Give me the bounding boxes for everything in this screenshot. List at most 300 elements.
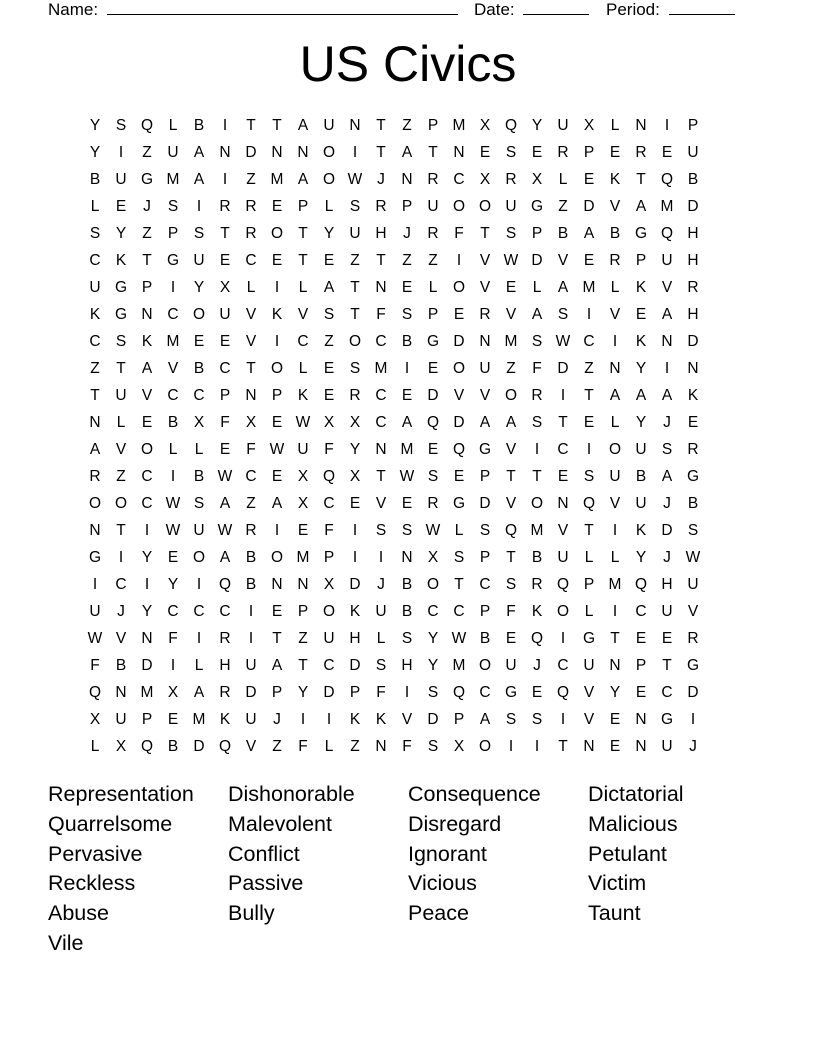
grid-letter[interactable]: B (609, 225, 621, 242)
grid-letter[interactable]: R (635, 144, 647, 161)
grid-letter[interactable]: E (219, 333, 231, 350)
grid-letter[interactable]: E (583, 414, 595, 431)
grid-letter[interactable]: V (687, 603, 699, 620)
grid-letter[interactable]: Q (530, 630, 544, 647)
grid-letter[interactable]: C (479, 576, 491, 593)
grid-letter[interactable]: U (661, 738, 673, 755)
grid-letter[interactable]: U (583, 657, 595, 674)
grid-letter[interactable]: S (453, 549, 465, 566)
grid-letter[interactable]: M (374, 360, 388, 377)
grid-letter[interactable]: F (298, 738, 308, 755)
grid-letter[interactable]: E (219, 441, 231, 458)
grid-letter[interactable]: A (583, 225, 595, 242)
grid-letter[interactable]: W (269, 441, 285, 458)
grid-letter[interactable]: S (505, 576, 517, 593)
grid-letter[interactable]: V (609, 198, 621, 215)
grid-letter[interactable]: L (194, 441, 204, 458)
grid-letter[interactable]: G (660, 711, 674, 728)
grid-letter[interactable]: U (297, 441, 309, 458)
grid-letter[interactable]: N (453, 144, 465, 161)
grid-letter[interactable]: D (349, 576, 361, 593)
grid-letter[interactable]: E (193, 333, 205, 350)
grid-letter[interactable]: N (635, 711, 647, 728)
grid-letter[interactable]: M (166, 333, 180, 350)
grid-letter[interactable]: B (635, 468, 647, 485)
grid-letter[interactable]: Y (427, 630, 439, 647)
grid-letter[interactable]: B (193, 360, 205, 377)
grid-letter[interactable]: B (687, 495, 699, 512)
grid-letter[interactable]: S (193, 495, 205, 512)
grid-letter[interactable]: I (560, 630, 566, 647)
grid-letter[interactable]: B (401, 603, 413, 620)
grid-letter[interactable]: D (245, 144, 257, 161)
grid-letter[interactable]: K (141, 333, 153, 350)
grid-letter[interactable]: O (140, 441, 154, 458)
grid-letter[interactable]: P (479, 549, 491, 566)
grid-letter[interactable]: N (297, 576, 309, 593)
grid-letter[interactable]: W (555, 333, 571, 350)
grid-letter[interactable]: G (452, 495, 466, 512)
grid-letter[interactable]: T (298, 252, 308, 269)
grid-letter[interactable]: X (167, 684, 179, 701)
grid-letter[interactable]: Y (635, 414, 647, 431)
grid-letter[interactable]: E (505, 630, 517, 647)
grid-letter[interactable]: U (375, 603, 387, 620)
grid-letter[interactable]: L (194, 657, 204, 674)
grid-letter[interactable]: V (557, 522, 569, 539)
grid-letter[interactable]: N (557, 495, 569, 512)
grid-letter[interactable]: M (270, 171, 284, 188)
grid-letter[interactable]: L (428, 279, 438, 296)
grid-letter[interactable]: I (170, 468, 176, 485)
grid-letter[interactable]: T (350, 279, 360, 296)
grid-letter[interactable]: Z (246, 495, 256, 512)
grid-letter[interactable]: T (532, 468, 542, 485)
grid-letter[interactable]: B (167, 414, 179, 431)
grid-letter[interactable]: I (664, 360, 670, 377)
grid-letter[interactable]: U (505, 198, 517, 215)
grid-letter[interactable]: U (323, 117, 335, 134)
grid-letter[interactable]: E (219, 252, 231, 269)
grid-letter[interactable]: K (349, 603, 361, 620)
grid-letter[interactable]: G (88, 549, 102, 566)
grid-letter[interactable]: C (453, 171, 465, 188)
grid-letter[interactable]: O (504, 387, 518, 404)
grid-letter[interactable]: R (427, 225, 439, 242)
grid-letter[interactable]: A (219, 549, 231, 566)
grid-letter[interactable]: I (170, 279, 176, 296)
grid-letter[interactable]: U (193, 522, 205, 539)
grid-letter[interactable]: N (89, 414, 101, 431)
grid-letter[interactable]: R (687, 279, 699, 296)
grid-letter[interactable]: I (274, 279, 280, 296)
grid-letter[interactable]: H (687, 306, 699, 323)
grid-letter[interactable]: R (245, 198, 257, 215)
grid-letter[interactable]: C (193, 603, 205, 620)
grid-letter[interactable]: D (193, 738, 205, 755)
grid-letter[interactable]: I (326, 711, 332, 728)
grid-letter[interactable]: X (479, 117, 491, 134)
grid-letter[interactable]: S (661, 441, 673, 458)
grid-letter[interactable]: X (349, 414, 361, 431)
grid-letter[interactable]: S (479, 522, 491, 539)
grid-letter[interactable]: C (557, 441, 569, 458)
grid-letter[interactable]: M (296, 549, 310, 566)
grid-letter[interactable]: I (404, 360, 410, 377)
grid-letter[interactable]: U (661, 603, 673, 620)
grid-letter[interactable]: T (376, 468, 386, 485)
grid-letter[interactable]: G (140, 171, 154, 188)
grid-letter[interactable]: N (661, 333, 673, 350)
grid-letter[interactable]: K (219, 711, 231, 728)
grid-letter[interactable]: I (352, 144, 358, 161)
date-blank[interactable] (523, 0, 589, 15)
grid-letter[interactable]: O (478, 198, 492, 215)
grid-letter[interactable]: T (584, 522, 594, 539)
grid-letter[interactable]: P (687, 117, 699, 134)
grid-letter[interactable]: J (663, 495, 671, 512)
grid-letter[interactable]: S (427, 684, 439, 701)
grid-letter[interactable]: L (324, 198, 334, 215)
grid-letter[interactable]: A (297, 117, 309, 134)
grid-letter[interactable]: A (635, 387, 647, 404)
grid-letter[interactable]: R (531, 387, 543, 404)
grid-letter[interactable]: Q (660, 171, 674, 188)
grid-letter[interactable]: E (479, 144, 491, 161)
grid-letter[interactable]: K (349, 711, 361, 728)
grid-letter[interactable]: I (352, 549, 358, 566)
grid-letter[interactable]: T (480, 225, 490, 242)
grid-letter[interactable]: E (453, 306, 465, 323)
grid-letter[interactable]: T (350, 306, 360, 323)
grid-letter[interactable]: N (297, 144, 309, 161)
grid-letter[interactable]: M (192, 711, 206, 728)
grid-letter[interactable]: Z (350, 252, 360, 269)
grid-letter[interactable]: O (530, 495, 544, 512)
grid-letter[interactable]: Y (323, 225, 335, 242)
grid-letter[interactable]: P (401, 198, 413, 215)
grid-letter[interactable]: B (401, 576, 413, 593)
grid-letter[interactable]: I (352, 522, 358, 539)
grid-letter[interactable]: E (401, 279, 413, 296)
grid-letter[interactable]: X (323, 414, 335, 431)
grid-letter[interactable]: D (453, 414, 465, 431)
grid-letter[interactable]: N (609, 657, 621, 674)
grid-letter[interactable]: Y (635, 549, 647, 566)
grid-letter[interactable]: H (687, 225, 699, 242)
grid-letter[interactable]: H (219, 657, 231, 674)
grid-letter[interactable]: V (609, 306, 621, 323)
grid-letter[interactable]: T (636, 171, 646, 188)
grid-letter[interactable]: A (479, 414, 491, 431)
grid-letter[interactable]: A (401, 414, 413, 431)
grid-letter[interactable]: W (451, 630, 467, 647)
grid-letter[interactable]: Z (272, 738, 282, 755)
grid-letter[interactable]: I (404, 684, 410, 701)
grid-letter[interactable]: S (401, 630, 413, 647)
grid-letter[interactable]: R (89, 468, 101, 485)
grid-letter[interactable]: G (634, 225, 648, 242)
grid-letter[interactable]: K (375, 711, 387, 728)
grid-letter[interactable]: I (144, 576, 150, 593)
grid-letter[interactable]: I (456, 252, 462, 269)
grid-letter[interactable]: O (556, 603, 570, 620)
grid-letter[interactable]: E (401, 495, 413, 512)
grid-letter[interactable]: Z (402, 117, 412, 134)
grid-letter[interactable]: Q (426, 414, 440, 431)
grid-letter[interactable]: C (141, 495, 153, 512)
grid-letter[interactable]: O (322, 603, 336, 620)
grid-letter[interactable]: O (270, 225, 284, 242)
grid-letter[interactable]: X (531, 171, 543, 188)
grid-letter[interactable]: V (245, 333, 257, 350)
grid-letter[interactable]: X (583, 117, 595, 134)
grid-letter[interactable]: A (609, 387, 621, 404)
grid-letter[interactable]: A (193, 171, 205, 188)
grid-letter[interactable]: F (506, 603, 516, 620)
grid-letter[interactable]: W (165, 522, 181, 539)
grid-letter[interactable]: L (610, 117, 620, 134)
grid-letter[interactable]: M (504, 333, 518, 350)
grid-letter[interactable]: U (349, 225, 361, 242)
grid-letter[interactable]: S (505, 144, 517, 161)
grid-letter[interactable]: P (531, 225, 543, 242)
grid-letter[interactable]: F (90, 657, 100, 674)
grid-letter[interactable]: C (297, 333, 309, 350)
grid-letter[interactable]: X (297, 468, 309, 485)
grid-letter[interactable]: I (118, 144, 124, 161)
grid-letter[interactable]: B (245, 549, 257, 566)
grid-letter[interactable]: C (115, 576, 127, 593)
grid-letter[interactable]: D (141, 657, 153, 674)
grid-letter[interactable]: I (274, 333, 280, 350)
grid-letter[interactable]: U (427, 198, 439, 215)
grid-letter[interactable]: T (558, 738, 568, 755)
grid-letter[interactable]: M (608, 576, 622, 593)
grid-letter[interactable]: U (245, 657, 257, 674)
grid-letter[interactable]: L (610, 414, 620, 431)
grid-letter[interactable]: A (297, 171, 309, 188)
grid-letter[interactable]: P (141, 279, 153, 296)
grid-letter[interactable]: D (349, 657, 361, 674)
grid-letter[interactable]: S (349, 360, 361, 377)
grid-letter[interactable]: Q (660, 225, 674, 242)
grid-letter[interactable]: C (375, 387, 387, 404)
grid-letter[interactable]: Z (324, 333, 334, 350)
grid-letter[interactable]: N (89, 522, 101, 539)
grid-letter[interactable]: K (635, 333, 647, 350)
grid-letter[interactable]: T (142, 252, 152, 269)
grid-letter[interactable]: A (271, 657, 283, 674)
grid-letter[interactable]: C (245, 252, 257, 269)
grid-letter[interactable]: R (531, 576, 543, 593)
grid-letter[interactable]: E (531, 144, 543, 161)
grid-letter[interactable]: N (375, 279, 387, 296)
grid-letter[interactable]: G (114, 279, 128, 296)
grid-letter[interactable]: Y (167, 576, 179, 593)
grid-letter[interactable]: I (300, 711, 306, 728)
grid-letter[interactable]: S (427, 468, 439, 485)
grid-letter[interactable]: C (245, 468, 257, 485)
grid-letter[interactable]: M (530, 522, 544, 539)
grid-letter[interactable]: V (505, 306, 517, 323)
grid-letter[interactable]: X (297, 495, 309, 512)
grid-letter[interactable]: F (454, 225, 464, 242)
grid-letter[interactable]: C (453, 603, 465, 620)
grid-letter[interactable]: Q (504, 117, 518, 134)
grid-letter[interactable]: P (427, 117, 439, 134)
grid-letter[interactable]: E (661, 630, 673, 647)
grid-letter[interactable]: B (479, 630, 491, 647)
grid-letter[interactable]: U (687, 576, 699, 593)
grid-letter[interactable]: G (166, 252, 180, 269)
grid-letter[interactable]: M (452, 117, 466, 134)
grid-letter[interactable]: A (661, 387, 673, 404)
grid-letter[interactable]: Y (635, 360, 647, 377)
grid-letter[interactable]: C (167, 306, 179, 323)
grid-letter[interactable]: F (246, 441, 256, 458)
grid-letter[interactable]: D (427, 711, 439, 728)
grid-letter[interactable]: D (323, 684, 335, 701)
grid-letter[interactable]: X (453, 738, 465, 755)
grid-letter[interactable]: T (506, 468, 516, 485)
grid-letter[interactable]: P (167, 225, 179, 242)
grid-letter[interactable]: I (612, 603, 618, 620)
grid-letter[interactable]: T (428, 144, 438, 161)
grid-letter[interactable]: Z (350, 738, 360, 755)
grid-letter[interactable]: V (505, 441, 517, 458)
grid-letter[interactable]: X (115, 738, 127, 755)
grid-letter[interactable]: O (452, 279, 466, 296)
period-field[interactable] (606, 0, 735, 19)
grid-letter[interactable]: S (115, 117, 127, 134)
grid-letter[interactable]: Z (142, 144, 152, 161)
grid-letter[interactable]: Y (115, 225, 127, 242)
grid-letter[interactable]: N (245, 387, 257, 404)
grid-letter[interactable]: R (375, 198, 387, 215)
grid-letter[interactable]: T (298, 657, 308, 674)
grid-letter[interactable]: I (144, 522, 150, 539)
grid-letter[interactable]: L (168, 441, 178, 458)
grid-letter[interactable]: E (323, 252, 335, 269)
grid-letter[interactable]: U (89, 279, 101, 296)
grid-letter[interactable]: S (505, 711, 517, 728)
grid-letter[interactable]: I (248, 603, 254, 620)
grid-letter[interactable]: O (322, 144, 336, 161)
grid-letter[interactable]: I (690, 711, 696, 728)
grid-letter[interactable]: R (609, 252, 621, 269)
grid-letter[interactable]: J (663, 414, 671, 431)
grid-letter[interactable]: D (687, 198, 699, 215)
grid-letter[interactable]: A (401, 144, 413, 161)
grid-letter[interactable]: Q (556, 576, 570, 593)
grid-letter[interactable]: Q (322, 468, 336, 485)
grid-letter[interactable]: S (583, 468, 595, 485)
grid-letter[interactable]: W (399, 468, 415, 485)
grid-letter[interactable]: I (196, 198, 202, 215)
grid-letter[interactable]: L (90, 738, 100, 755)
grid-letter[interactable]: Q (582, 495, 596, 512)
grid-letter[interactable]: E (609, 711, 621, 728)
grid-letter[interactable]: V (479, 279, 491, 296)
grid-letter[interactable]: O (452, 198, 466, 215)
grid-letter[interactable]: Z (584, 360, 594, 377)
grid-letter[interactable]: E (635, 684, 647, 701)
name-blank[interactable] (107, 0, 458, 15)
grid-letter[interactable]: E (453, 468, 465, 485)
grid-letter[interactable]: U (323, 630, 335, 647)
grid-letter[interactable]: A (219, 495, 231, 512)
grid-letter[interactable]: B (193, 468, 205, 485)
grid-letter[interactable]: J (663, 549, 671, 566)
grid-letter[interactable]: E (271, 603, 283, 620)
grid-letter[interactable]: R (479, 306, 491, 323)
grid-letter[interactable]: C (583, 333, 595, 350)
grid-letter[interactable]: E (115, 198, 127, 215)
grid-letter[interactable]: X (89, 711, 101, 728)
grid-letter[interactable]: D (427, 387, 439, 404)
grid-letter[interactable]: I (586, 441, 592, 458)
grid-letter[interactable]: P (297, 603, 309, 620)
grid-letter[interactable]: E (687, 414, 699, 431)
grid-letter[interactable]: V (479, 387, 491, 404)
grid-letter[interactable]: I (274, 522, 280, 539)
grid-letter[interactable]: P (453, 711, 465, 728)
grid-letter[interactable]: D (687, 684, 699, 701)
grid-letter[interactable]: R (557, 144, 569, 161)
grid-letter[interactable]: X (193, 414, 205, 431)
grid-letter[interactable]: S (401, 306, 413, 323)
grid-letter[interactable]: N (141, 630, 153, 647)
grid-letter[interactable]: P (635, 657, 647, 674)
grid-letter[interactable]: O (114, 495, 128, 512)
grid-letter[interactable]: I (222, 171, 228, 188)
grid-letter[interactable]: E (557, 468, 569, 485)
grid-letter[interactable]: G (686, 468, 700, 485)
grid-letter[interactable]: R (219, 630, 231, 647)
grid-letter[interactable]: H (661, 576, 673, 593)
grid-letter[interactable]: Q (504, 522, 518, 539)
grid-letter[interactable]: E (609, 144, 621, 161)
grid-letter[interactable]: P (349, 684, 361, 701)
grid-letter[interactable]: T (558, 414, 568, 431)
grid-letter[interactable]: O (452, 360, 466, 377)
grid-letter[interactable]: C (219, 360, 231, 377)
grid-letter[interactable]: C (635, 603, 647, 620)
grid-letter[interactable]: W (217, 522, 233, 539)
grid-letter[interactable]: B (401, 333, 413, 350)
grid-letter[interactable]: U (167, 144, 179, 161)
grid-letter[interactable]: T (454, 576, 464, 593)
grid-letter[interactable]: B (687, 171, 699, 188)
grid-letter[interactable]: L (376, 630, 386, 647)
grid-letter[interactable]: E (635, 630, 647, 647)
grid-letter[interactable]: K (531, 603, 543, 620)
grid-letter[interactable]: W (347, 171, 363, 188)
grid-letter[interactable]: R (219, 198, 231, 215)
grid-letter[interactable]: Y (89, 117, 101, 134)
grid-letter[interactable]: P (427, 306, 439, 323)
grid-letter[interactable]: L (168, 117, 178, 134)
grid-letter[interactable]: K (89, 306, 101, 323)
grid-letter[interactable]: J (377, 171, 385, 188)
grid-letter[interactable]: N (635, 117, 647, 134)
grid-letter[interactable]: O (88, 495, 102, 512)
grid-letter[interactable]: H (349, 630, 361, 647)
grid-letter[interactable]: I (508, 738, 514, 755)
grid-letter[interactable]: D (453, 333, 465, 350)
grid-letter[interactable]: L (584, 603, 594, 620)
